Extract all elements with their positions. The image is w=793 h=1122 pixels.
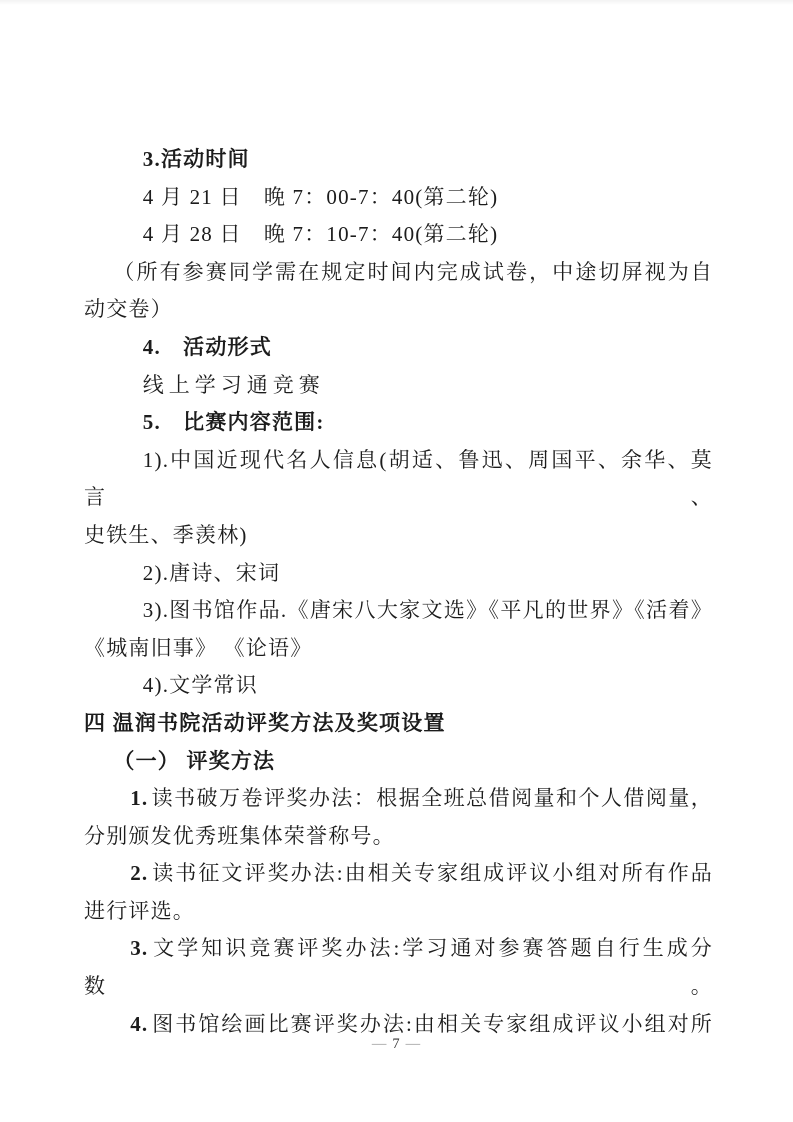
heading-competition-scope [84, 404, 713, 442]
line-text: 史铁生、季羡林) [84, 522, 248, 547]
line-text: 2).唐诗、宋词 [142, 560, 281, 585]
line-text: 4 月 28 日 晚 7：10-7：40(第二轮) [142, 222, 499, 247]
line-text: 3).图书馆作品.《唐宋八大家文选》《平凡的世界》《活着》 [142, 598, 713, 623]
line-exam-note-1 [84, 254, 713, 292]
line-text: 《城南旧事》 《论语》 [84, 635, 313, 660]
heading-text: 5. 比赛内容范围: [142, 410, 325, 435]
line-text: （所有参赛同学需在规定时间内完成试卷，中途切屏视为自 [113, 259, 713, 284]
line-activity-format-value [84, 367, 713, 405]
item-number: 1. [130, 786, 149, 811]
line-award1-a [84, 780, 713, 818]
line-text: 分别颁发优秀班集体荣誉称号。 [84, 823, 395, 848]
page-top-edge [0, 0, 793, 5]
line-text: 图书馆绘画比赛评奖办法:由相关专家组成评议小组对所 [151, 1011, 713, 1036]
line-scope-item2 [84, 555, 713, 593]
page-number-dash-right: — [405, 1036, 422, 1052]
line-scope-item1-b [84, 517, 713, 555]
document-body [84, 141, 713, 1043]
line-text: 文学知识竞赛评奖办法:学习通对参赛答题自行生成分数。 [84, 936, 713, 999]
line-text: 4 月 21 日 晚 7：00-7：40(第二轮) [142, 184, 499, 209]
item-number: 3. [130, 936, 149, 961]
heading-activity-format [84, 329, 713, 367]
page-number-value: 7 [392, 1036, 401, 1052]
heading-section-four [84, 705, 713, 743]
line-text: 读书破万卷评奖办法：根据全班总借阅量和个人借阅量， [151, 786, 713, 811]
line-text: 进行评选。 [84, 898, 195, 923]
line-text: 4).文学常识 [142, 673, 258, 698]
heading-award-method [84, 743, 713, 781]
line-award2-a [84, 855, 713, 893]
line-text: 1).中国近现代名人信息(胡适、鲁迅、周国平、余华、莫言、 [84, 447, 713, 510]
line-award3 [84, 930, 713, 1005]
heading-activity-time [84, 141, 713, 179]
line-exam-note-2 [84, 291, 713, 329]
heading-text: 4. 活动形式 [142, 334, 272, 359]
line-text: 线上学习通竞赛 [142, 372, 325, 397]
heading-text: 3.活动时间 [142, 147, 250, 171]
item-number: 4. [130, 1011, 149, 1036]
page-number [0, 1036, 793, 1053]
line-award2-b [84, 893, 713, 931]
line-round2-time [84, 216, 713, 254]
line-text: 读书征文评奖办法:由相关专家组成评议小组对所有作品 [151, 861, 713, 886]
line-award1-b [84, 818, 713, 856]
line-scope-item1-a [84, 442, 713, 517]
page-number-dash-left: — [371, 1036, 388, 1052]
item-number: 2. [130, 861, 149, 886]
heading-text: （一） 评奖方法 [113, 748, 276, 773]
line-round1-time [84, 179, 713, 217]
line-scope-item4 [84, 667, 713, 705]
line-text: 动交卷） [84, 297, 173, 322]
line-scope-item3-a [84, 592, 713, 630]
heading-text: 四 温润书院活动评奖方法及奖项设置 [84, 710, 446, 735]
line-scope-item3-b [84, 630, 713, 668]
